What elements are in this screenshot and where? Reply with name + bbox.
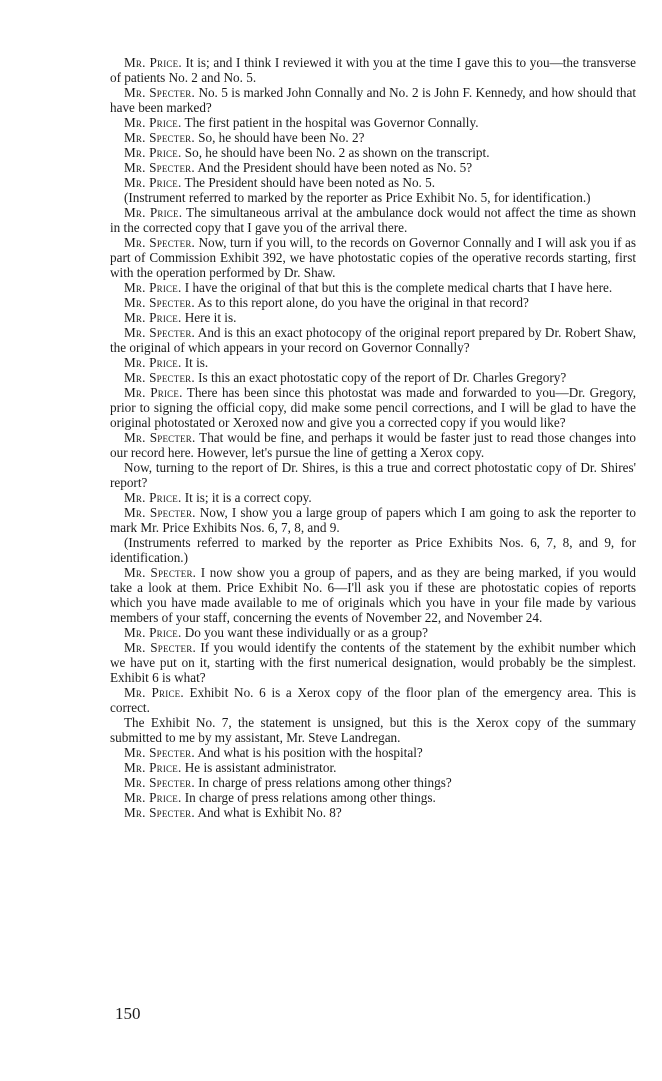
speaker-name: Mr. Specter. xyxy=(124,160,195,175)
paragraph-text: So, he should have been No. 2? xyxy=(198,130,365,145)
paragraph xyxy=(110,385,636,430)
speaker-name: Mr. Specter. xyxy=(124,505,196,520)
speaker-name: Mr. Price. xyxy=(124,760,182,775)
speaker-name: Mr. Price. xyxy=(124,385,183,400)
paragraph xyxy=(110,130,636,145)
paragraph xyxy=(110,760,636,775)
speaker-name: Mr. Price. xyxy=(124,205,183,220)
paragraph-text: The first patient in the hospital was Governor Connally. xyxy=(184,115,479,130)
speaker-name: Mr. Price. xyxy=(124,55,182,70)
speaker-name: Mr. Price. xyxy=(124,625,182,640)
paragraph xyxy=(110,805,636,820)
note-text: (Instrument referred to marked by the reporter as Price Exhibit No. 5, for identification.) xyxy=(124,190,591,205)
speaker-name: Mr. Specter. xyxy=(124,565,197,580)
paragraph-text: The simultaneous arrival at the ambulance dock would not affect the time as shown in the corrected copy that I gave you of the arrival there. xyxy=(110,205,636,235)
note-text: (Instruments referred to marked by the reporter as Price Exhibits Nos. 6, 7, 8, and 9, for identification.) xyxy=(110,535,636,565)
paragraph-text: It is; it is a correct copy. xyxy=(184,490,312,505)
speaker-name: Mr. Price. xyxy=(124,145,182,160)
paragraph-text: It is. xyxy=(184,355,209,370)
speaker-name: Mr. Price. xyxy=(124,790,182,805)
speaker-name: Mr. Specter. xyxy=(124,745,195,760)
paragraph xyxy=(110,685,636,715)
paragraph xyxy=(110,280,636,295)
paragraph-text: The Exhibit No. 7, the statement is unsigned, but this is the Xerox copy of the summary submitted to me by my assistant, Mr. Steve Landregan. xyxy=(110,715,636,745)
speaker-name: Mr. Specter. xyxy=(124,430,196,445)
exhibit-note xyxy=(110,535,636,565)
paragraph xyxy=(110,85,636,115)
paragraph-text: I now show you a group of papers, and as they are being marked, if you would take a look at them. Price Exhibit No. 6—I'll ask you if these are photostatic copies of reports which you have made available to me of originals which you have in your file made by various members of your staff, concerning the events of November 22, and November 24. xyxy=(110,565,636,625)
paragraph xyxy=(110,490,636,505)
speaker-name: Mr. Price. xyxy=(124,175,182,190)
paragraph-text: That would be fine, and perhaps it would be faster just to read those changes into our record here. However, let's pursue the line of getting a Xerox copy. xyxy=(110,430,636,460)
paragraph-text: Here it is. xyxy=(184,310,237,325)
paragraph-text: Exhibit No. 6 is a Xerox copy of the floor plan of the emergency area. This is correct. xyxy=(110,685,636,715)
speaker-name: Mr. Price. xyxy=(124,685,184,700)
paragraph-text: As to this report alone, do you have the original in that record? xyxy=(197,295,529,310)
speaker-name: Mr. Specter. xyxy=(124,325,196,340)
paragraph-text: Now, turn if you will, to the records on Governor Connally and I will ask you if as part of Commission Exhibit 392, we have photostatic copies of the operative records starting, first with the operation performed by Dr. Shaw. xyxy=(110,235,636,280)
speaker-name: Mr. Specter. xyxy=(124,805,195,820)
paragraph xyxy=(110,175,636,190)
paragraph-text: Now, I show you a large group of papers which I am going to ask the reporter to mark Mr. Price Exhibits Nos. 6, 7, 8, and 9. xyxy=(110,505,636,535)
exhibit-note xyxy=(110,190,636,205)
paragraph-text: In charge of press relations among other things? xyxy=(198,775,452,790)
paragraph xyxy=(110,715,636,745)
paragraph-text: In charge of press relations among other things. xyxy=(184,790,436,805)
paragraph xyxy=(110,160,636,175)
paragraph-text: He is assistant administrator. xyxy=(184,760,337,775)
transcript-body xyxy=(110,55,636,820)
speaker-name: Mr. Specter. xyxy=(124,235,196,250)
paragraph xyxy=(110,235,636,280)
paragraph-text: So, he should have been No. 2 as shown on the transcript. xyxy=(184,145,490,160)
paragraph-text: It is; and I think I reviewed it with you at the time I gave this to you—the transverse of patients No. 2 and No. 5. xyxy=(110,55,636,85)
page-number: 150 xyxy=(115,1004,141,1023)
paragraph xyxy=(110,745,636,760)
paragraph xyxy=(110,625,636,640)
paragraph xyxy=(110,295,636,310)
paragraph xyxy=(110,115,636,130)
paragraph-text: No. 5 is marked John Connally and No. 2 is John F. Kennedy, and how should that have been marked? xyxy=(110,85,637,115)
speaker-name: Mr. Specter. xyxy=(124,370,195,385)
speaker-name: Mr. Price. xyxy=(124,490,182,505)
paragraph-text: There has been since this photostat was made and forwarded to you—Dr. Gregory, prior to signing the official copy, did make some pencil corrections, and I will be glad to have the original photostated or Xeroxed now and give you a corrected copy if you would like? xyxy=(110,385,636,430)
paragraph-text: And what is his position with the hospital? xyxy=(197,745,423,760)
paragraph-text: And is this an exact photocopy of the original report prepared by Dr. Robert Shaw, the original of which appears in your record on Governor Connally? xyxy=(110,325,636,355)
paragraph-text: If you would identify the contents of the statement by the exhibit number which we have put on it, starting with the first numerical designation, would probably be the simplest. Exhibit 6 is what? xyxy=(110,640,637,685)
paragraph xyxy=(110,310,636,325)
paragraph-text: And what is Exhibit No. 8? xyxy=(197,805,342,820)
speaker-name: Mr. Price. xyxy=(124,280,182,295)
paragraph-text: The President should have been noted as No. 5. xyxy=(184,175,436,190)
paragraph xyxy=(110,505,636,535)
paragraph-text: I have the original of that but this is the complete medical charts that I have here. xyxy=(184,280,613,295)
speaker-name: Mr. Specter. xyxy=(124,295,195,310)
paragraph xyxy=(110,565,636,625)
paragraph xyxy=(110,790,636,805)
paragraph xyxy=(110,205,636,235)
paragraph xyxy=(110,355,636,370)
speaker-name: Mr. Specter. xyxy=(124,85,195,100)
speaker-name: Mr. Price. xyxy=(124,355,182,370)
paragraph xyxy=(110,55,636,85)
paragraph-text: Is this an exact photostatic copy of the report of Dr. Charles Gregory? xyxy=(198,370,567,385)
paragraph xyxy=(110,325,636,355)
paragraph-text: And the President should have been noted as No. 5? xyxy=(197,160,473,175)
speaker-name: Mr. Price. xyxy=(124,310,182,325)
paragraph xyxy=(110,640,636,685)
paragraph-text: Now, turning to the report of Dr. Shires, is this a true and correct photostatic copy of Dr. Shires' report? xyxy=(110,460,636,490)
paragraph xyxy=(110,370,636,385)
speaker-name: Mr. Specter. xyxy=(124,640,196,655)
speaker-name: Mr. Price. xyxy=(124,115,182,130)
paragraph xyxy=(110,460,636,490)
speaker-name: Mr. Specter. xyxy=(124,775,195,790)
paragraph xyxy=(110,430,636,460)
paragraph xyxy=(110,145,636,160)
speaker-name: Mr. Specter. xyxy=(124,130,195,145)
paragraph-text: Do you want these individually or as a group? xyxy=(184,625,428,640)
paragraph xyxy=(110,775,636,790)
